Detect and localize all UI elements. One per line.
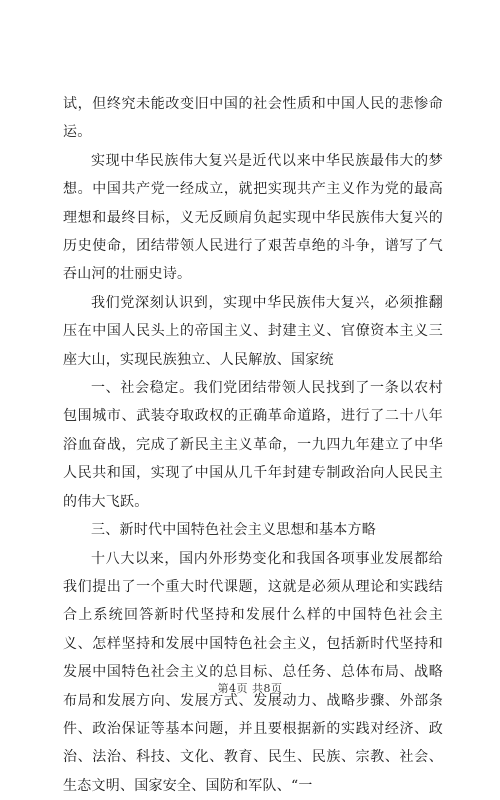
paragraph-6: 十八大以来，国内外形势变化和我国各项事业发展都给我们提出了一个重大时代课题，这就是必须从理论和实践结合上系统回答新时代坚持和发展什么样的中国特色社会主义、怎样坚持和发展中国特色社会主义，包括新时代坚持和发展中国特色社会主义的总目标、总任务、总体布局、战略布局和发展方向、发展方式、发展动力、战略步骤、外部条件、政治保证等基本问题，并且要根据新的实践对经济、政治、法治、科技、文化、教育、民生、民族、宗教、社会、生态文明、国家安全、国防和军队、“一 bbox=[63, 545, 443, 800]
section-heading: 三、新时代中国特色社会主义思想和基本方略 bbox=[63, 516, 443, 544]
paragraph-4: 一、社会稳定。我们党团结带领人民找到了一条以农村包围城市、武装夺取政权的正确革命道路，进行了二十八年浴血奋战，完成了新民主主义革命，一九四九年建立了中华人民共和国，实现了中国从几千年封建专制政治向人民民主的伟大飞跃。 bbox=[63, 374, 443, 516]
paragraph-2: 实现中华民族伟大复兴是近代以来中华民族最伟大的梦想。中国共产党一经成立，就把实现共产主义作为党的最高理想和最终目标，义无反顾肩负起实现中华民族伟大复兴的历史使命，团结带领人民进行了艰苦卓绝的斗争，谱写了气吞山河的壮丽史诗。 bbox=[63, 147, 443, 289]
paragraph-3: 我们党深刻认识到，实现中华民族伟大复兴，必须推翻压在中国人民头上的帝国主义、封建主义、官僚资本主义三座大山，实现民族独立、人民解放、国家统 bbox=[63, 289, 443, 374]
page-number-footer: 第4页 共8页 bbox=[0, 680, 500, 696]
paragraph-1: 试，但终究未能改变旧中国的社会性质和中国人民的悲惨命运。 bbox=[63, 90, 443, 147]
